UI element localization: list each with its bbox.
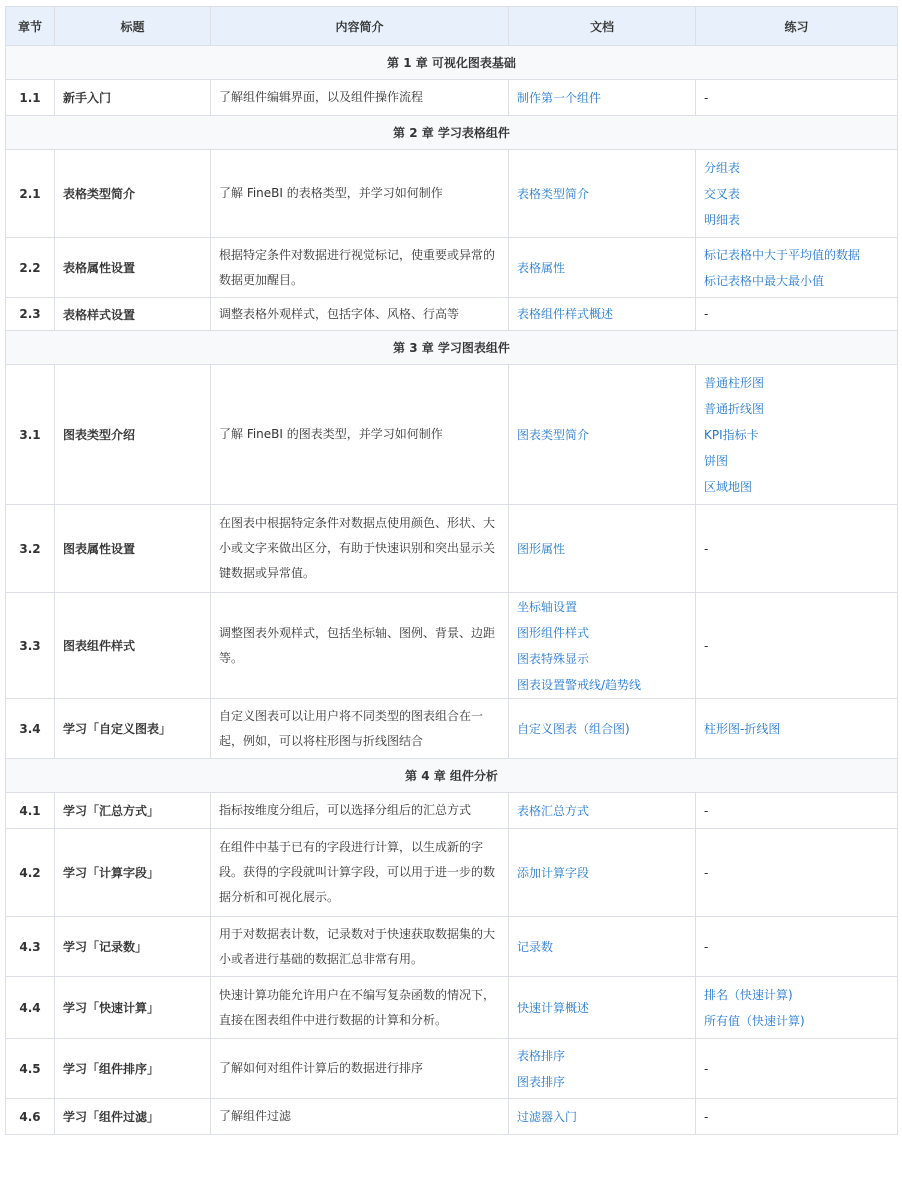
doc-link[interactable]: 图表设置警戒线/趋势线	[517, 677, 642, 692]
header-document: 文档	[509, 7, 696, 46]
doc-link[interactable]: 过滤器入门	[517, 1109, 578, 1124]
practice-empty: -	[704, 1061, 709, 1076]
row-description: 调整图表外观样式，包括坐标轴、图例、背景、边距等。	[211, 593, 509, 699]
chapter-heading: 第 2 章 学习表格组件	[6, 116, 898, 150]
row-description: 了解 FineBI 的表格类型，并学习如何制作	[211, 150, 509, 238]
doc-link[interactable]: 制作第一个组件	[517, 90, 602, 105]
doc-link[interactable]: 表格类型简介	[517, 186, 590, 201]
practice-link[interactable]: 普通柱形图	[704, 375, 765, 390]
doc-link[interactable]: 图表排序	[517, 1074, 566, 1089]
header-title: 标题	[55, 7, 211, 46]
section-number: 1.1	[6, 80, 55, 116]
row-title: 学习「快速计算」	[55, 977, 211, 1039]
table-row	[6, 298, 898, 331]
practice-link[interactable]: 交叉表	[704, 186, 741, 201]
doc-link[interactable]: 图表特殊显示	[517, 651, 590, 666]
section-number: 4.5	[6, 1039, 55, 1099]
practice-link[interactable]: 饼图	[704, 453, 729, 468]
doc-link[interactable]: 坐标轴设置	[517, 599, 578, 614]
practice-link[interactable]: 柱形图-折线图	[704, 721, 781, 736]
practice-link[interactable]: 排名（快速计算)	[704, 987, 793, 1002]
doc-link[interactable]: 记录数	[517, 939, 554, 954]
doc-link[interactable]: 图形属性	[517, 541, 566, 556]
table-row	[6, 829, 898, 917]
section-number: 3.3	[6, 593, 55, 699]
table-row	[6, 365, 898, 505]
table-row	[6, 593, 898, 699]
table-row	[6, 977, 898, 1039]
row-description: 指标按维度分组后，可以选择分组后的汇总方式	[211, 793, 509, 829]
row-title: 新手入门	[55, 80, 211, 116]
section-number: 3.4	[6, 699, 55, 759]
table-row	[6, 150, 898, 238]
row-title: 学习「计算字段」	[55, 829, 211, 917]
doc-link[interactable]: 快速计算概述	[517, 1000, 590, 1015]
row-title: 学习「组件排序」	[55, 1039, 211, 1099]
row-description: 在组件中基于已有的字段进行计算，以生成新的字段。获得的字段就叫计算字段，可以用于进一步的数据分析和可视化展示。	[211, 829, 509, 917]
header-description: 内容简介	[211, 7, 509, 46]
doc-link[interactable]: 图表类型简介	[517, 427, 590, 442]
practice-link[interactable]: 普通折线图	[704, 401, 765, 416]
practice-link[interactable]: KPI指标卡	[704, 427, 759, 442]
row-description: 了解组件编辑界面，以及组件操作流程	[211, 80, 509, 116]
practice-empty: -	[704, 865, 709, 880]
table-row	[6, 505, 898, 593]
chapter-heading: 第 3 章 学习图表组件	[6, 331, 898, 365]
row-description: 自定义图表可以让用户将不同类型的图表组合在一起，例如，可以将柱形图与折线图结合	[211, 699, 509, 759]
row-title: 图表类型介绍	[55, 365, 211, 505]
section-number: 2.1	[6, 150, 55, 238]
chapter-heading: 第 4 章 组件分析	[6, 759, 898, 793]
doc-link[interactable]: 表格组件样式概述	[517, 307, 614, 321]
doc-link[interactable]: 表格排序	[517, 1048, 566, 1063]
table-row	[6, 917, 898, 977]
doc-link[interactable]: 自定义图表（组合图)	[517, 721, 630, 736]
practice-empty: -	[704, 1109, 709, 1124]
chapter-heading: 第 1 章 可视化图表基础	[6, 46, 898, 80]
row-description: 根据特定条件对数据进行视觉标记，使重要或异常的数据更加醒目。	[211, 238, 509, 298]
practice-empty: -	[704, 939, 709, 954]
row-title: 图表属性设置	[55, 505, 211, 593]
table-row	[6, 238, 898, 298]
practice-link[interactable]: 标记表格中最大最小值	[704, 273, 825, 288]
row-title: 学习「自定义图表」	[55, 699, 211, 759]
practice-empty: -	[704, 541, 709, 556]
table-row	[6, 699, 898, 759]
table-row	[6, 1099, 898, 1135]
section-number: 3.2	[6, 505, 55, 593]
row-description: 了解如何对组件计算后的数据进行排序	[211, 1039, 509, 1099]
row-description: 在图表中根据特定条件对数据点使用颜色、形状、大小或文字来做出区分，有助于快速识别和突出显示关键数据或异常值。	[211, 505, 509, 593]
table-row	[6, 1039, 898, 1099]
row-description: 调整表格外观样式，包括字体、风格、行高等	[211, 298, 509, 331]
row-description: 快速计算功能允许用户在不编写复杂函数的情况下，直接在图表组件中进行数据的计算和分析。	[211, 977, 509, 1039]
practice-link[interactable]: 标记表格中大于平均值的数据	[704, 247, 861, 262]
doc-link[interactable]: 表格属性	[517, 260, 566, 275]
table-row	[6, 793, 898, 829]
table-header	[6, 7, 898, 46]
doc-link[interactable]: 添加计算字段	[517, 865, 590, 880]
course-table	[5, 6, 898, 1135]
row-description: 了解组件过滤	[211, 1099, 509, 1135]
doc-link[interactable]: 图形组件样式	[517, 625, 590, 640]
header-practice: 练习	[696, 7, 898, 46]
practice-empty: -	[704, 638, 709, 653]
row-title: 表格类型简介	[55, 150, 211, 238]
section-number: 4.3	[6, 917, 55, 977]
row-title: 学习「记录数」	[55, 917, 211, 977]
row-title: 学习「汇总方式」	[55, 793, 211, 829]
section-number: 2.2	[6, 238, 55, 298]
practice-link[interactable]: 分组表	[704, 160, 741, 175]
section-number: 4.1	[6, 793, 55, 829]
doc-link[interactable]: 表格汇总方式	[517, 803, 590, 818]
row-title: 学习「组件过滤」	[55, 1099, 211, 1135]
practice-link[interactable]: 区域地图	[704, 479, 753, 494]
header-section: 章节	[6, 7, 55, 46]
row-title: 表格样式设置	[55, 298, 211, 331]
practice-empty: -	[704, 307, 709, 321]
row-title: 表格属性设置	[55, 238, 211, 298]
section-number: 4.4	[6, 977, 55, 1039]
section-number: 3.1	[6, 365, 55, 505]
practice-empty: -	[704, 803, 709, 818]
row-title: 图表组件样式	[55, 593, 211, 699]
row-description: 了解 FineBI 的图表类型，并学习如何制作	[211, 365, 509, 505]
section-number: 4.2	[6, 829, 55, 917]
section-number: 4.6	[6, 1099, 55, 1135]
practice-link[interactable]: 所有值（快速计算)	[704, 1013, 805, 1028]
row-description: 用于对数据表计数，记录数对于快速获取数据集的大小或者进行基础的数据汇总非常有用。	[211, 917, 509, 977]
section-number: 2.3	[6, 298, 55, 331]
table-row	[6, 80, 898, 116]
practice-empty: -	[704, 90, 709, 105]
practice-link[interactable]: 明细表	[704, 212, 741, 227]
